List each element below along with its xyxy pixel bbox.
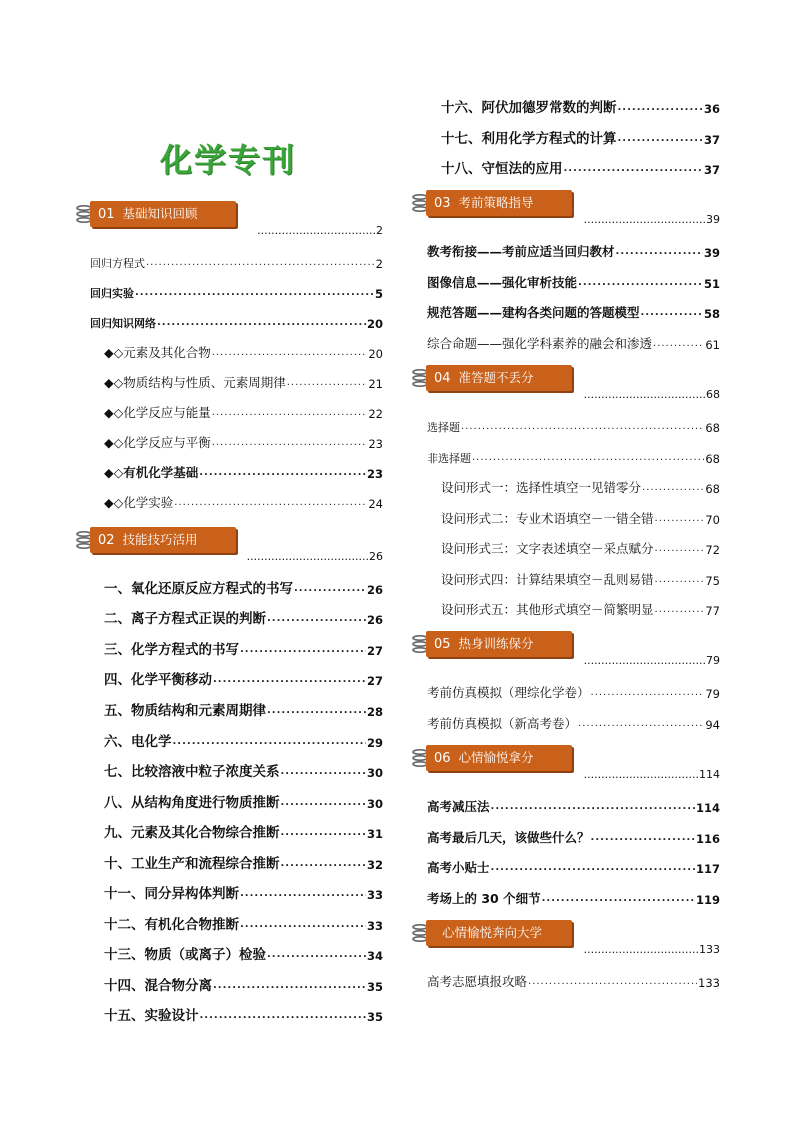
toc-entry[interactable]: 设问形式二：专业术语填空－一错全错 ..... 70 (441, 507, 720, 527)
section-banner-07[interactable] (412, 920, 572, 946)
section-label: 基础知识回顾 (122, 206, 198, 221)
toc-entry[interactable]: 回归实验 ..... 5 (90, 281, 383, 301)
section-number: 04 (434, 371, 451, 386)
toc-entry[interactable]: 七、比较溶液中粒子浓度关系 ..... 30 (104, 760, 383, 780)
toc-entry[interactable]: 考场上的 30 个细节 ..... 119 (427, 887, 720, 907)
toc-entry[interactable]: 八、从结构角度进行物质推断 ..... 30 (104, 791, 383, 811)
toc-entry[interactable]: 图像信息——强化审析技能 ..... 51 (427, 271, 720, 291)
toc-entry[interactable]: 选择题 ..... 68 (427, 415, 720, 435)
toc-entry[interactable]: 十七、利用化学方程式的计算 ..... 37 (441, 127, 720, 147)
toc-entry[interactable]: 设问形式一：选择性填空一见错零分 ..... 68 (441, 476, 720, 496)
section-page: .................................114 (583, 768, 720, 781)
toc-entry[interactable]: 教考衔接——考前应适当回归教材 ..... 39 (427, 240, 720, 260)
toc-entry[interactable]: 三、化学方程式的书写 ..... 27 (104, 638, 383, 658)
toc-entry[interactable]: 回归方程式 ..... 2 (90, 251, 383, 271)
toc-entry[interactable]: 设问形式四：计算结果填空－乱则易错 ..... 75 (441, 568, 720, 588)
toc-entry[interactable]: 非选择题 ..... 68 (427, 446, 720, 466)
section-label: 热身训练保分 (458, 636, 534, 651)
toc-entry[interactable]: 考前仿真模拟（新高考卷） ..... 94 (427, 712, 720, 732)
toc-entry[interactable]: 高考小贴士 ..... 117 (427, 856, 720, 876)
toc-entry[interactable]: 十五、实验设计 ..... 35 (104, 1004, 383, 1024)
section-number: 03 (434, 196, 451, 211)
toc-entry[interactable]: 九、元素及其化合物综合推断 ..... 31 (104, 821, 383, 841)
section-page: ...................................26 (246, 550, 383, 563)
section-number: 02 (98, 533, 115, 548)
toc-entry[interactable]: 六、电化学 ..... 29 (104, 730, 383, 750)
toc-entry[interactable]: 考前仿真模拟（理综化学卷） ..... 79 (427, 681, 720, 701)
toc-entry[interactable]: 十、工业生产和流程综合推断 ..... 32 (104, 852, 383, 872)
toc-entry[interactable]: 回归知识网络 ..... 20 (90, 311, 383, 331)
magazine-title: 化学专刊 (160, 141, 297, 179)
toc-entry[interactable]: 十一、同分异构体判断 ..... 33 (104, 882, 383, 902)
section-banner-01[interactable] (76, 201, 236, 227)
toc-entry[interactable]: 规范答题——建构各类问题的答题模型 ..... 58 (427, 301, 720, 321)
toc-entry[interactable]: 四、化学平衡移动 ..... 27 (104, 668, 383, 688)
toc-entry[interactable]: ◆◇化学反应与平衡 ..... 23 (104, 431, 383, 451)
toc-entry[interactable]: 十二、有机化合物推断 ..... 33 (104, 913, 383, 933)
section-label: 心情愉悦拿分 (458, 750, 534, 765)
toc-entry[interactable]: 五、物质结构和元素周期律 ..... 28 (104, 699, 383, 719)
section-label: 技能技巧活用 (122, 532, 198, 547)
toc-entry[interactable]: 设问形式五：其他形式填空－简繁明显 ..... 77 (441, 598, 720, 618)
toc-entry[interactable]: 高考最后几天，该做些什么？ ..... 116 (427, 826, 720, 846)
toc-entry[interactable]: 设问形式三：文字表述填空－采点赋分 ..... 72 (441, 537, 720, 557)
toc-entry[interactable]: 十六、阿伏加德罗常数的判断 ..... 36 (441, 96, 720, 116)
section-banner-06[interactable] (412, 745, 572, 771)
toc-entry[interactable]: 综合命题——强化学科素养的融会和渗透 ..... 61 (427, 332, 720, 352)
section-label: 心情愉悦奔向大学 (442, 925, 543, 940)
toc-entry[interactable]: ◆◇化学实验 ..... 24 (104, 491, 383, 511)
section-banner-04[interactable] (412, 365, 572, 391)
section-page: ...................................68 (583, 388, 720, 401)
toc-entry[interactable]: ◆◇化学反应与能量 ..... 22 (104, 401, 383, 421)
section-page: ...................................39 (583, 213, 720, 226)
section-page: ..................................2 (257, 224, 383, 237)
toc-entry[interactable]: ◆◇物质结构与性质、元素周期律 ..... 21 (104, 371, 383, 391)
toc-entry[interactable]: ◆◇元素及其化合物 ..... 20 (104, 341, 383, 361)
toc-entry[interactable]: 高考减压法 ..... 114 (427, 795, 720, 815)
toc-entry[interactable]: 十八、守恒法的应用 ..... 37 (441, 157, 720, 177)
section-number: 01 (98, 207, 115, 222)
section-label: 准答题不丢分 (458, 370, 534, 385)
section-banner-02[interactable] (76, 527, 236, 553)
section-banner-05[interactable] (412, 631, 572, 657)
section-page: ...................................79 (583, 654, 720, 667)
section-number: 05 (434, 637, 451, 652)
toc-entry[interactable]: ◆◇有机化学基础 ..... 23 (104, 461, 383, 481)
toc-entry[interactable]: 高考志愿填报攻略 ..... 133 (427, 970, 720, 990)
toc-entry[interactable]: 十四、混合物分离 ..... 35 (104, 974, 383, 994)
toc-entry[interactable]: 十三、物质（或离子）检验 ..... 34 (104, 943, 383, 963)
section-banner-03[interactable] (412, 190, 572, 216)
section-label: 考前策略指导 (458, 195, 534, 210)
toc-entry[interactable]: 二、离子方程式正误的判断 ..... 26 (104, 607, 383, 627)
toc-entry[interactable]: 一、氧化还原反应方程式的书写 ..... 26 (104, 577, 383, 597)
section-page: .................................133 (583, 943, 720, 956)
section-number: 06 (434, 751, 451, 766)
